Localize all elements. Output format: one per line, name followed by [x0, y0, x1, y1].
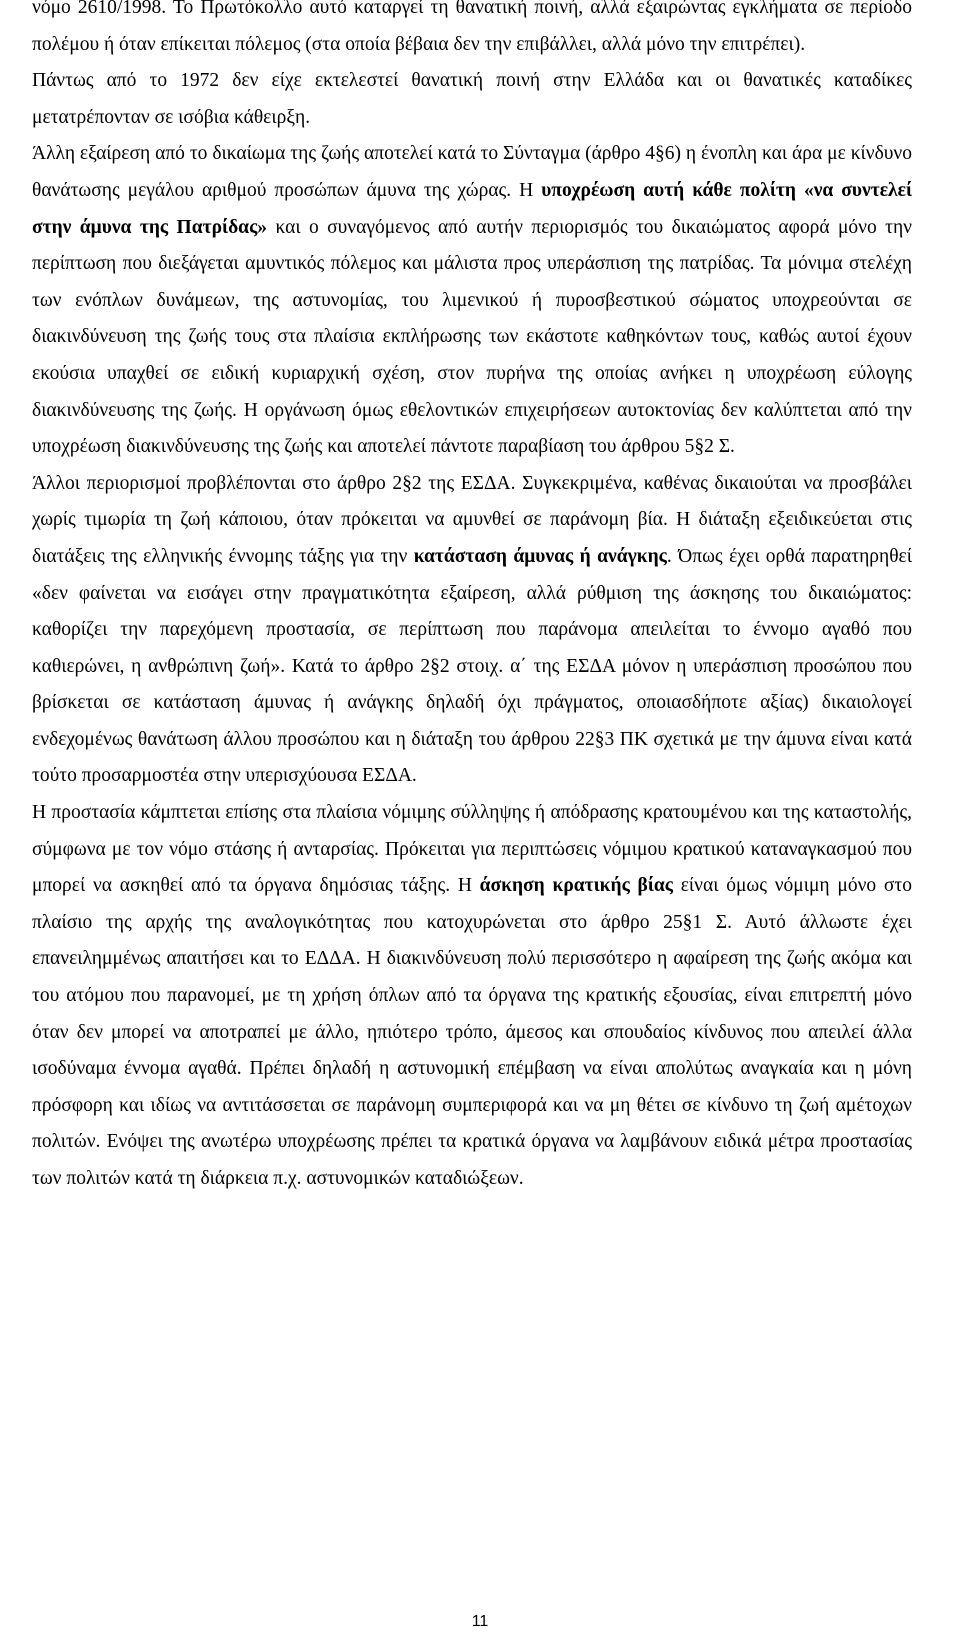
paragraph-1 [32, 0, 912, 63]
paragraph-3-bold-phrase: υποχρέωση αυτή κάθε πολίτη «να συντελεί στην άμυνα της Πατρίδας» [32, 179, 912, 238]
paragraph-4 [32, 466, 912, 795]
paragraph-5-text-a: Η προστασία κάμπτεται επίσης στα πλαίσια νόμιμης σύλληψης ή απόδρασης κρατουμένου και της καταστολής, σύμφωνα με τον νόμο στάσης ή ανταρσίας. Πρόκειται για περιπτώσεις νόμιμου κρατικού καταναγκασμού που μπορεί να ασκηθεί από τα όργανα δημόσιας τάξης. Η [32, 802, 912, 897]
paragraph-5 [32, 795, 912, 1198]
paragraph-3-text-a: Άλλη εξαίρεση από το δικαίωμα της ζωής αποτελεί κατά το Σύνταγμα (άρθρο 4§6) η ένοπλη και άρα με κίνδυνο θανάτωσης μεγάλου αριθμού προσώπων άμυνα της χώρας. Η [32, 143, 912, 201]
page-number: 11 [471, 1613, 489, 1630]
document-body [32, 0, 912, 1198]
paragraph-4-text-b: . Όπως έχει ορθά παρατηρηθεί «δεν φαίνεται να εισάγει στην πραγματικότητα εξαίρεση, αλλά ρύθμιση της άσκησης του δικαιώματος: καθορίζει την παρεχόμενη προστασία, σε περίπτωση που παράνομα απειλείται το έννομο αγαθό που καθιερώνει, η ανθρώπινη ζωή». Κατά το άρθρο 2§2 στοιχ. α΄ της ΕΣΔΑ μόνον η υπεράσπιση προσώπου που βρίσκεται σε κατάσταση άμυνας ή ανάγκης δηλαδή όχι πράγματος, οποιασδήποτε αξίας) δικαιολογεί ενδεχομένως θανάτωση άλλου προσώπου και η διάταξη του άρθρου 22§3 ΠΚ σχετικά με την άμυνα είναι κατά τούτο προσαρμοστέα στην υπερισχύουσα ΕΣΔΑ. [32, 545, 912, 787]
paragraph-4-text-a: Άλλοι περιορισμοί προβλέπονται στο άρθρο 2§2 της ΕΣΔΑ. Συγκεκριμένα, καθένας δικαιούται να προσβάλει χωρίς τιμωρία τη ζωή κάποιου, όταν πρόκειται να αμυνθεί σε παράνομη βία. Η διάταξη εξειδικεύεται στις διατάξεις της ελληνικής έννομης τάξης για την [32, 472, 912, 567]
paragraph-2 [32, 63, 912, 136]
paragraph-2-text: Πάντως από το 1972 δεν είχε εκτελεστεί θανατική ποινή στην Ελλάδα και οι θανατικές καταδίκες μετατρέπονταν σε ισόβια κάθειρξη. [32, 70, 912, 128]
paragraph-3 [32, 136, 912, 465]
paragraph-3-text-b: και ο συναγόμενος από αυτήν περιορισμός του δικαιώματος αφορά μόνο την περίπτωση που διεξάγεται αμυντικός πόλεμος και μάλιστα προς υπεράσπιση της πατρίδας. Τα μόνιμα στελέχη των ενόπλων δυνάμεων, της αστυνομίας, του λιμενικού ή πυροσβεστικού σώματος υποχρεούνται σε διακινδύνευση της ζωής τους στα πλαίσια εκπλήρωσης των εκάστοτε καθηκόντων τους, καθώς αυτοί έχουν εκούσια υπαχθεί σε ειδική κυριαρχική σχέση, στον πυρήνα της οποίας ανήκει η υποχρέωση εύλογης διακινδύνευσης της ζωής. Η οργάνωση όμως εθελοντικών επιχειρήσεων αυτοκτονίας δεν καλύπτεται από την υποχρέωση διακινδύνευσης της ζωής και αποτελεί πάντοτε παραβίαση του άρθρου 5§2 Σ. [32, 216, 912, 458]
paragraph-1-text: νόμο 2610/1998. Το Πρωτόκολλο αυτό καταργεί τη θανατική ποινή, αλλά εξαιρώντας εγκλήματα σε περίοδο πολέμου ή όταν επίκειται πόλεμος (στα οποία βέβαια δεν την επιβάλλει, αλλά μόνο την επιτρέπει). [32, 0, 912, 55]
paragraph-4-bold-phrase: κατάσταση άμυνας ή ανάγκης [413, 545, 667, 567]
paragraph-5-bold-phrase: άσκηση κρατικής βίας [479, 875, 673, 897]
paragraph-5-text-b: είναι όμως νόμιμη μόνο στο πλαίσιο της αρχής της αναλογικότητας που κατοχυρώνεται στο άρθρο 25§1 Σ. Αυτό άλλωστε έχει επανειλημμένως απαιτήσει και το ΕΔΔΑ. Η διακινδύνευση πολύ περισσότερο η αφαίρεση της ζωής ακόμα και του ατόμου που παρανομεί, με τη χρήση όπλων από τα όργανα της κρατικής εξουσίας, είναι επιτρεπτή μόνο όταν δεν μπορεί να αποτραπεί με άλλο, ηπιότερο τρόπο, άμεσος και σπουδαίος κίνδυνος που απειλεί άλλα ισοδύναμα έννομα αγαθά. Πρέπει δηλαδή η αστυνομική επέμβαση να είναι απολύτως αναγκαία και η μόνη πρόσφορη και ιδίως να αντιτάσσεται σε παράνομη συμπεριφορά και να μη θέτει σε κίνδυνο τη ζωή αμέτοχων πολιτών. Ενόψει της ανωτέρω υποχρέωσης πρέπει τα κρατικά όργανα να λαμβάνουν ειδικά μέτρα προστασίας των πολιτών κατά τη διάρκεια π.χ. αστυνομικών καταδιώξεων. [32, 875, 913, 1189]
